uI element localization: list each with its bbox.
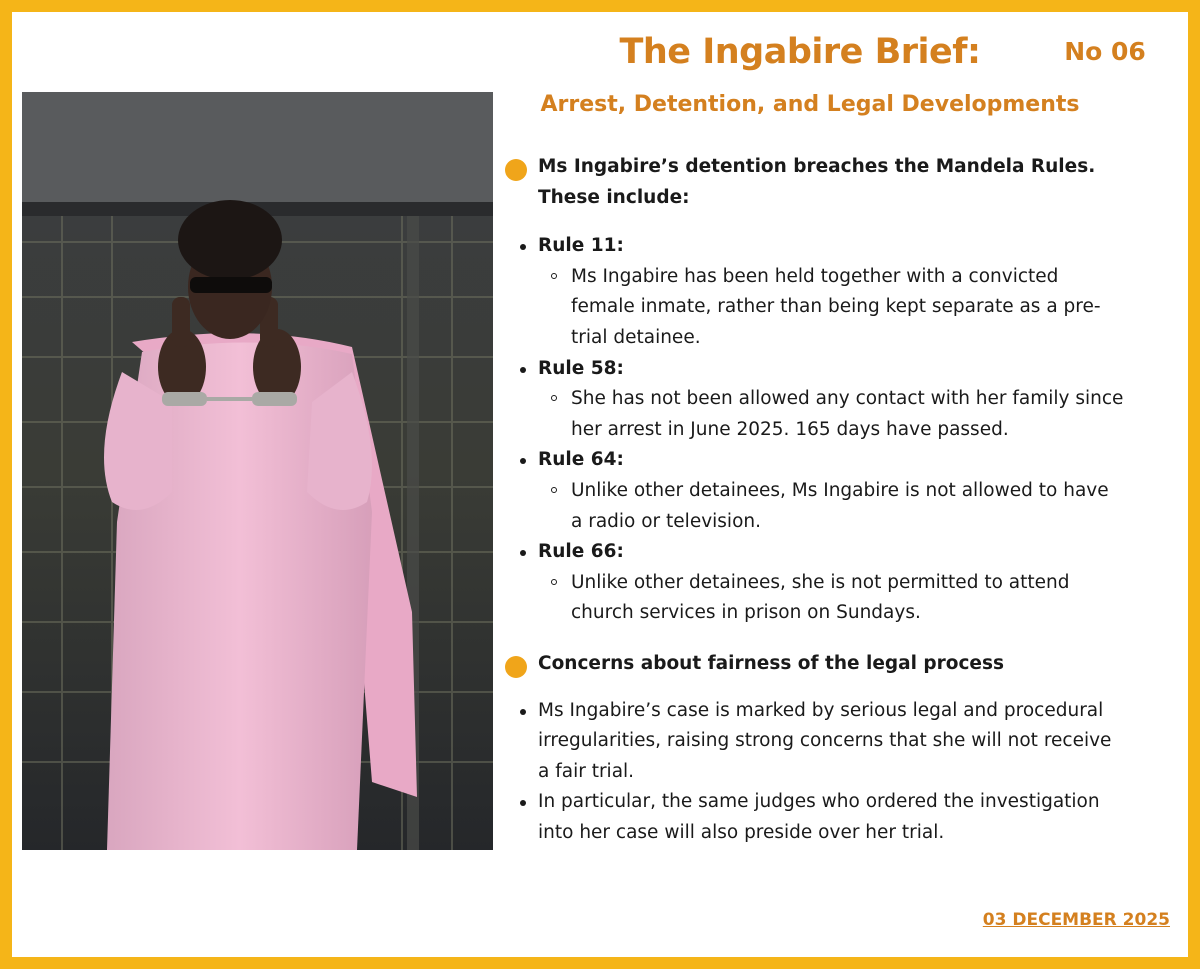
bullet-icon <box>520 244 526 250</box>
publication-date: 03 DECEMBER 2025 <box>982 910 1170 930</box>
list-item <box>505 354 1125 446</box>
rule-detail: Unlike other detainees, Ms Ingabire is not allowed to have a radio or television. <box>538 476 1125 537</box>
list-item <box>505 537 1125 629</box>
bullet-icon <box>520 367 526 373</box>
bullet-icon <box>520 458 526 464</box>
list-item <box>505 231 1125 353</box>
list-item: In particular, the same judges who ordered the investigation into her case will also preside over her trial. <box>505 787 1125 848</box>
orange-dot-icon <box>505 656 527 678</box>
bullet-icon <box>520 800 526 806</box>
rule-detail: She has not been allowed any contact with her family since her arrest in June 2025. 165 days have passed. <box>538 384 1125 445</box>
hollow-bullet-icon <box>551 579 557 585</box>
brief-subtitle: Arrest, Detention, and Legal Developments <box>540 92 1080 117</box>
hollow-bullet-icon <box>551 395 557 401</box>
photo-woman-thumbs-up <box>22 92 493 850</box>
fairness-points-list <box>505 696 1125 849</box>
list-item: Ms Ingabire’s case is marked by serious legal and procedural irregularities, raising strong concerns that she will not receive a fair trial. <box>505 696 1125 788</box>
hollow-bullet-icon <box>551 273 557 279</box>
bullet-icon <box>520 550 526 556</box>
rule-name: Rule 66: <box>538 541 624 563</box>
list-item <box>505 445 1125 537</box>
rule-detail: Ms Ingabire has been held together with a convicted female inmate, rather than being kept separate as a pre-trial detainee. <box>538 262 1125 354</box>
brief-content <box>505 152 1125 848</box>
section-fairness-heading: Concerns about fairness of the legal process <box>505 649 1125 680</box>
rule-name: Rule 58: <box>538 357 624 379</box>
section-mandela-rules-heading: Ms Ingabire’s detention breaches the Mandela Rules. These include: <box>505 152 1125 213</box>
orange-dot-icon <box>505 159 527 181</box>
issue-number: No 06 <box>1064 37 1146 66</box>
mandela-rules-list <box>505 231 1125 629</box>
bullet-icon <box>520 709 526 715</box>
hollow-bullet-icon <box>551 487 557 493</box>
brief-title: The Ingabire Brief: <box>619 32 981 72</box>
rule-name: Rule 64: <box>538 449 624 471</box>
rule-detail: Unlike other detainees, she is not permitted to attend church services in prison on Sundays. <box>538 568 1125 629</box>
rule-name: Rule 11: <box>538 235 624 257</box>
